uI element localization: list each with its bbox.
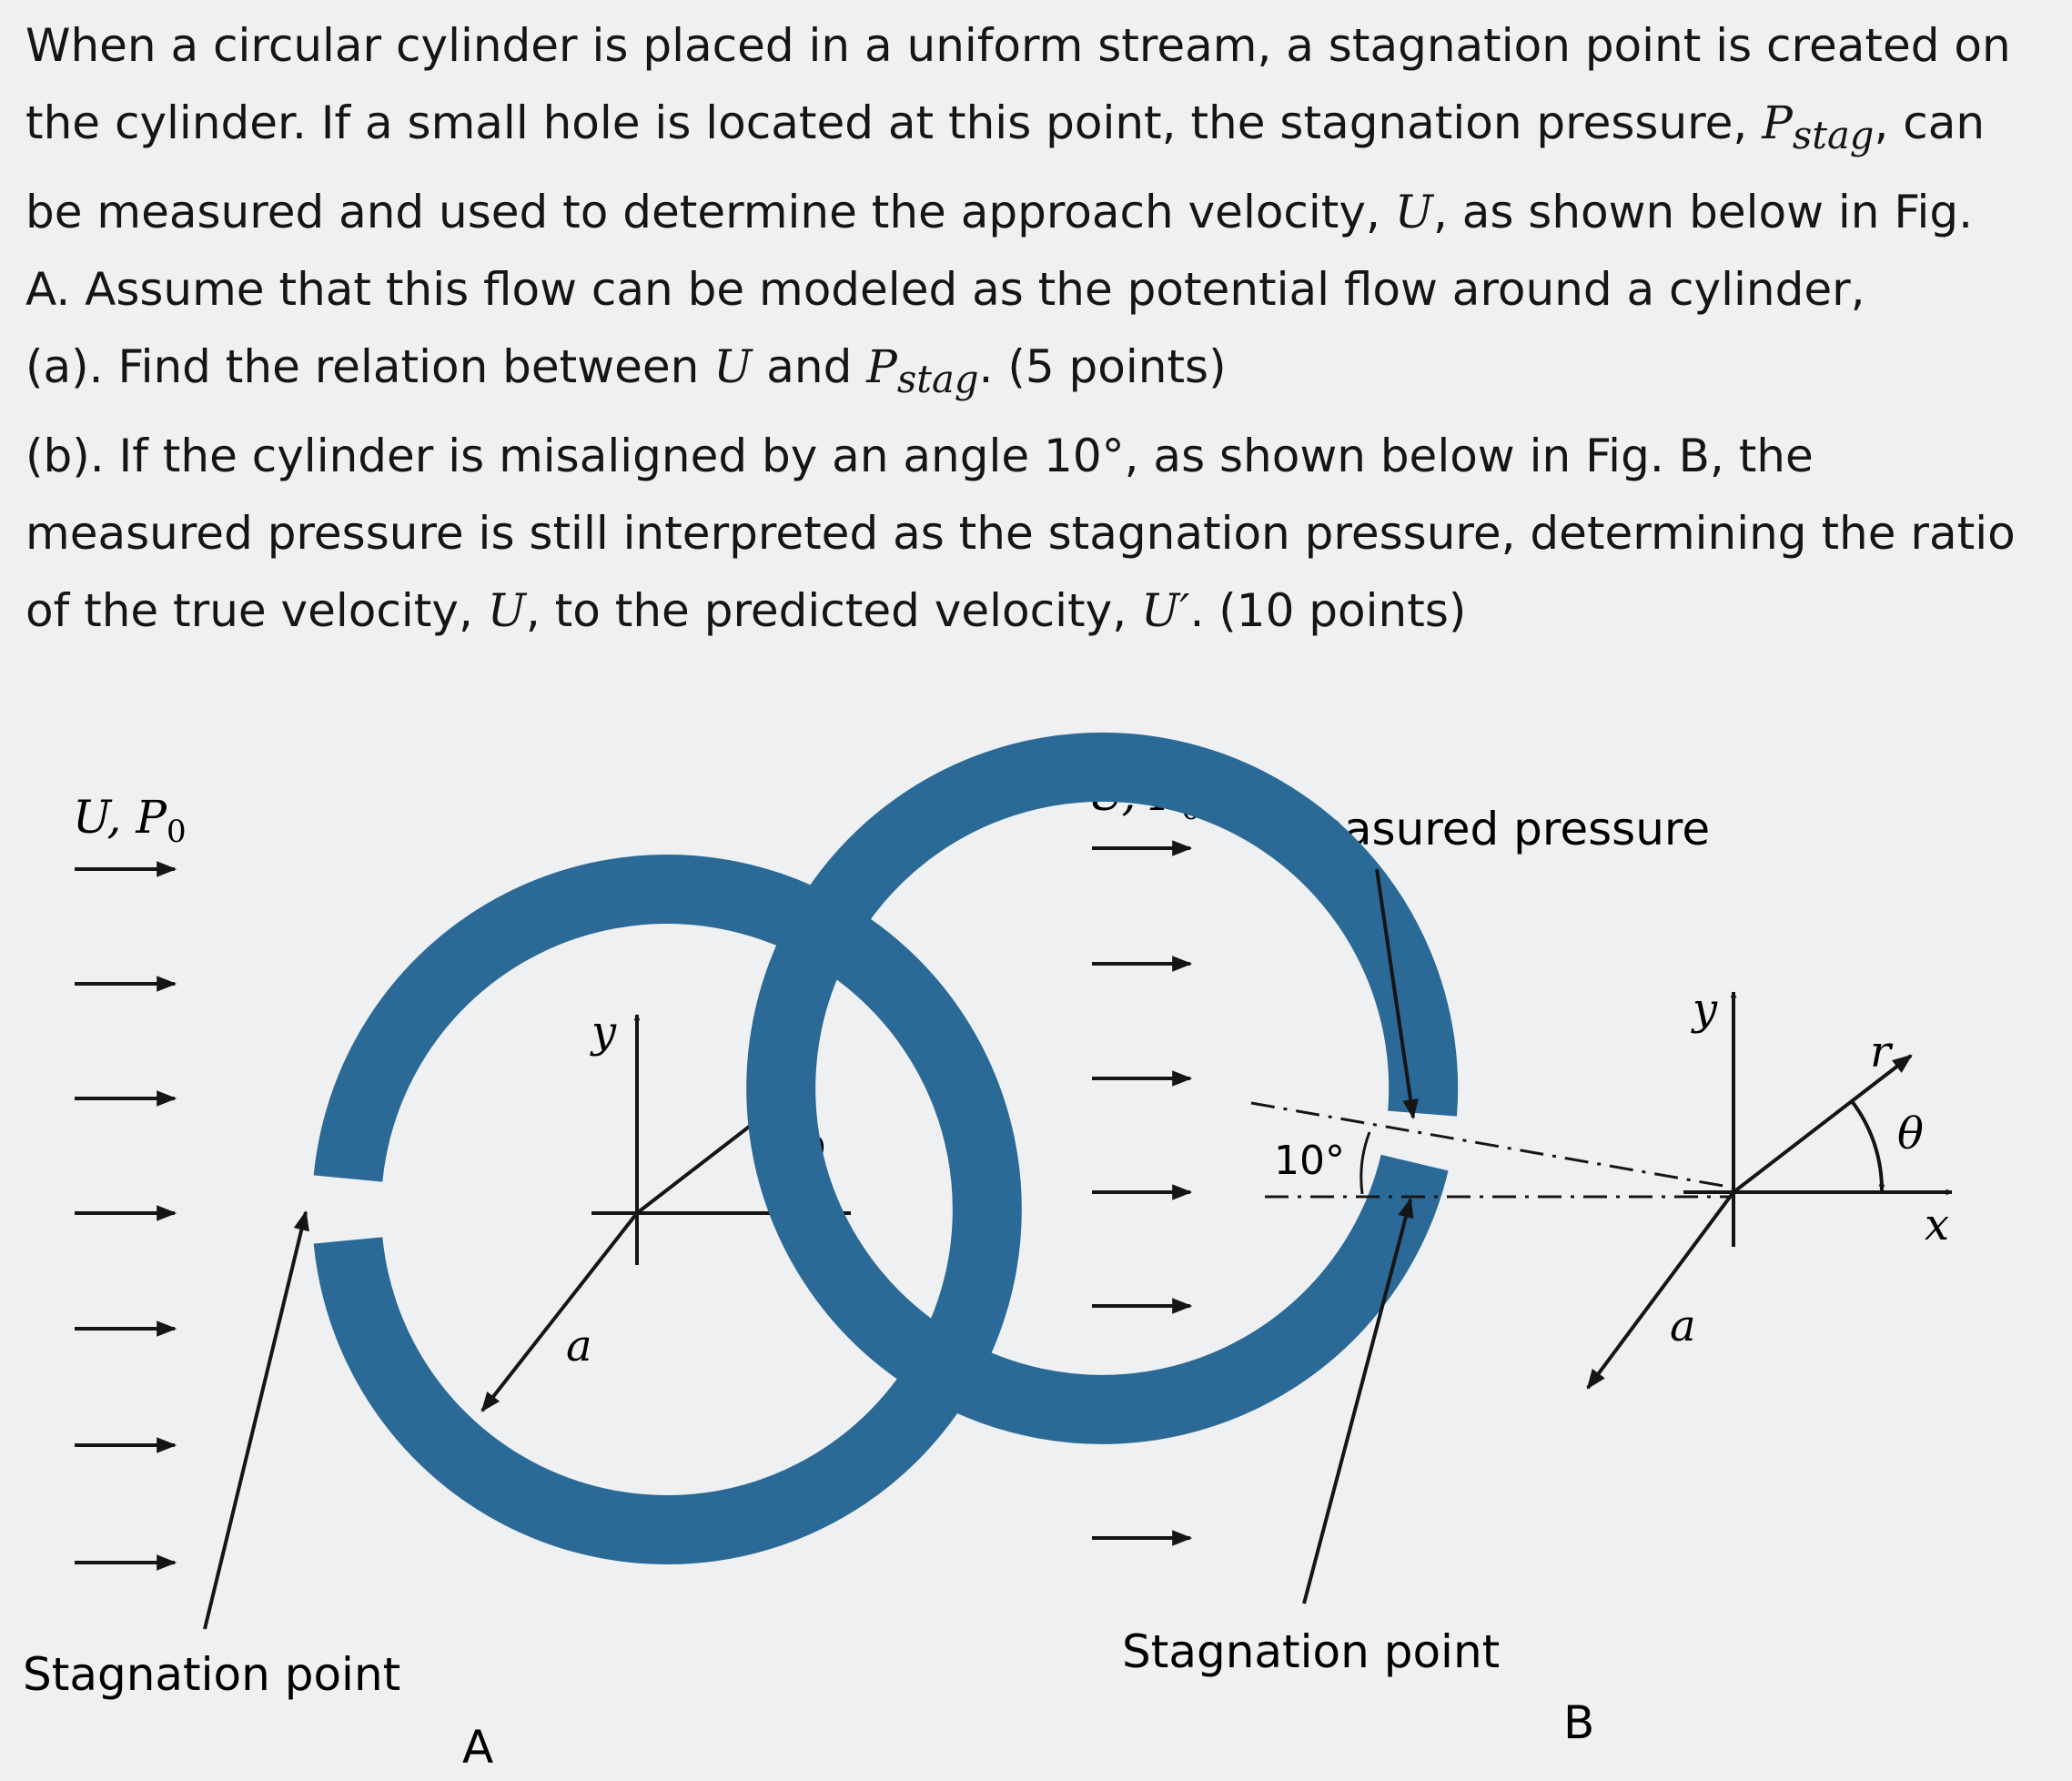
figure-caption-a: A [462, 1721, 494, 1774]
a-radius-a [482, 1213, 637, 1411]
y-axis-label-a: y [591, 1007, 617, 1057]
a-label-a: a [566, 1321, 592, 1371]
part-a: (a). Find the relation between U and $P_{stag}$. (5 points) [25, 340, 1227, 401]
measured-pressure-label: Measured pressure [1277, 803, 1711, 855]
stagnation-label-a: Stagnation point [23, 1648, 401, 1701]
u-symbol: U [487, 584, 526, 637]
cylinder-b [781, 767, 1423, 1410]
figure-caption-b: B [1563, 1696, 1595, 1749]
misalign-angle-label: 10° [1274, 1138, 1345, 1184]
p-stag-symbol: $P_{stag}$ [866, 340, 979, 401]
intro-text-3: , as shown below in Fig. A. Assume that this flow can be modeled as the potential flow around a cylinder, [25, 186, 1974, 316]
part-b: (b). If the cylinder is misaligned by an angle 10°, as shown below in Fig. B, the measured pressure is still interpreted as the stagnation pressure, determining the ratio of the true velocity, U, to the predicted velocity, U′. (10 points) [25, 430, 2016, 637]
a-radius-b [1588, 1192, 1733, 1388]
u-symbol: U [1394, 186, 1433, 238]
misalign-angle-arc [1361, 1132, 1370, 1194]
x-axis-label-a: x [826, 1214, 852, 1265]
theta-arc-b [1852, 1101, 1882, 1190]
cylinder-a [349, 889, 987, 1530]
x-axis-label-b: x [1925, 1199, 1950, 1250]
p-stag-symbol: $P_{stag}$ [1762, 96, 1875, 157]
theta-label-b: θ [1897, 1108, 1924, 1159]
stream-label-a: U, $P_0$ [73, 791, 187, 850]
u-prime-symbol: U′ [1141, 584, 1190, 637]
intro-text-2: , can be measured and used to determine the approach velocity, [25, 96, 1986, 238]
r-label-a: r [772, 1046, 793, 1097]
u-symbol: U [713, 340, 753, 393]
stagnation-label-b: Stagnation point [1122, 1625, 1501, 1678]
stream-label-b: U, $P_0$ [1087, 768, 1201, 827]
theta-label-a: θ [799, 1129, 825, 1180]
y-axis-label-b: y [1693, 984, 1718, 1035]
stagnation-pointer-a [205, 1212, 306, 1629]
r-label-b: r [1870, 1027, 1891, 1078]
stream-arrows-a [75, 869, 175, 1563]
intro-text-1: When a circular cylinder is placed in a uniform stream, a stagnation point is created on the cylinder. If a small hole is located at this point, the stagnation pressure, [25, 19, 2011, 149]
a-label-b: a [1670, 1300, 1696, 1351]
